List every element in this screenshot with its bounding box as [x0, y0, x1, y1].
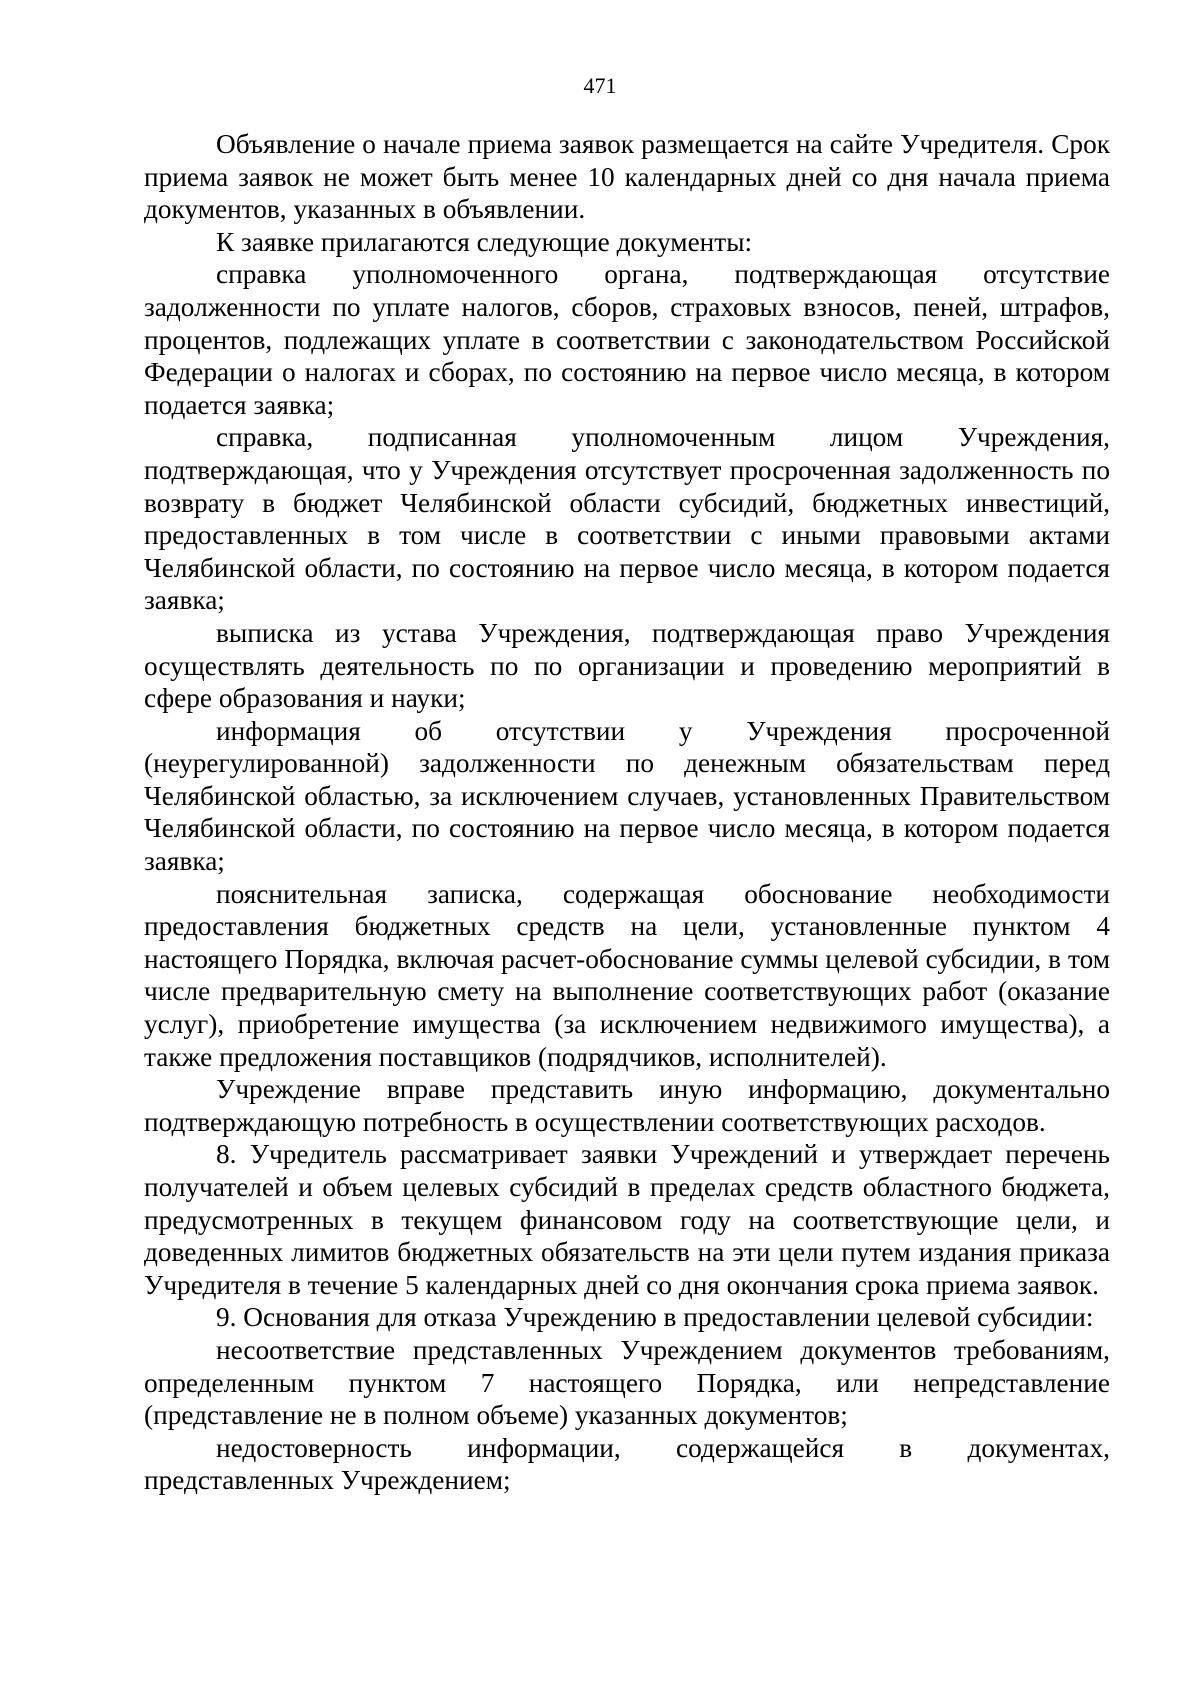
- paragraph-announcement: Объявление о начале приема заявок размещается на сайте Учредителя. Срок приема заявок не может быть менее 10 календарных дней со дня начала приема документов, указанных в объявлении.: [144, 129, 1110, 225]
- paragraph-attachments-intro: К заявке прилагаются следующие документы:: [216, 226, 753, 257]
- paragraph-unreliability: недостоверность информации, содержащейся в документах, представленных Учреждением;: [144, 1432, 1110, 1496]
- page-number: 471: [583, 73, 617, 98]
- paragraph-no-overdue-info: информация об отсутствии у Учреждения просроченной (неурегулированной) задолженности по денежным обязательствам перед Челябинской областью, за исключением случаев, установленных Правительством Челябинской области, по состоянию на первое число месяца, в котором подается заявка;: [144, 715, 1110, 877]
- paragraph-tax-certificate: справка уполномоченного органа, подтверждающая отсутствие задолженности по уплате налогов, сборов, страховых взносов, пеней, штрафов, процентов, подлежащих уплате в соответствии с законодательством Российской Федерации о налогах и сборах, по состоянию на первое число месяца, в котором подается заявка;: [144, 259, 1110, 420]
- paragraph-item-8: 8. Учредитель рассматривает заявки Учреждений и утверждает перечень получателей и объем целевых субсидий в пределах средств областного бюджета, предусмотренных в текущем финансовом году на соответствующие цели, и доведенных лимитов бюджетных обязательств на эти цели путем издания приказа Учредителя в течение 5 календарных дней со дня окончания срока приема заявок.: [144, 1139, 1110, 1300]
- document-body: [144, 128, 1110, 1497]
- paragraph-explanatory-note: пояснительная записка, содержащая обоснование необходимости предоставления бюджетных средств на цели, установленные пунктом 4 настоящего Порядка, включая расчет-обоснование суммы целевой субсидии, в том числе предварительную смету на выполнение соответствующих работ (оказание услуг), приобретение имущества (за исключением недвижимого имущества), а также предложения поставщиков (подрядчиков, исполнителей).: [144, 878, 1110, 1072]
- paragraph-item-9: 9. Основания для отказа Учреждению в предоставлении целевой субсидии:: [216, 1302, 1094, 1333]
- paragraph-debt-certificate: справка, подписанная уполномоченным лицом Учреждения, подтверждающая, что у Учреждения отсутствует просроченная задолженность по возврату в бюджет Челябинской области субсидий, бюджетных инвестиций, предоставленных в том числе в соответствии с иными правовыми актами Челябинской области, по состоянию на первое число месяца, в котором подается заявка;: [144, 422, 1110, 616]
- paragraph-charter-extract: выписка из устава Учреждения, подтверждающая право Учреждения осуществлять деятельность по по организации и проведению мероприятий в сфере образования и науки;: [144, 617, 1110, 714]
- paragraph-nonconformity: несоответствие представленных Учреждением документов требованиям, определенным пунктом 7 настоящего Порядка, или непредставление (представление не в полном объеме) указанных документов;: [144, 1334, 1110, 1431]
- paragraph-other-info: Учреждение вправе представить иную информацию, документально подтверждающую потребность в осуществлении соответствующих расходов.: [144, 1074, 1110, 1137]
